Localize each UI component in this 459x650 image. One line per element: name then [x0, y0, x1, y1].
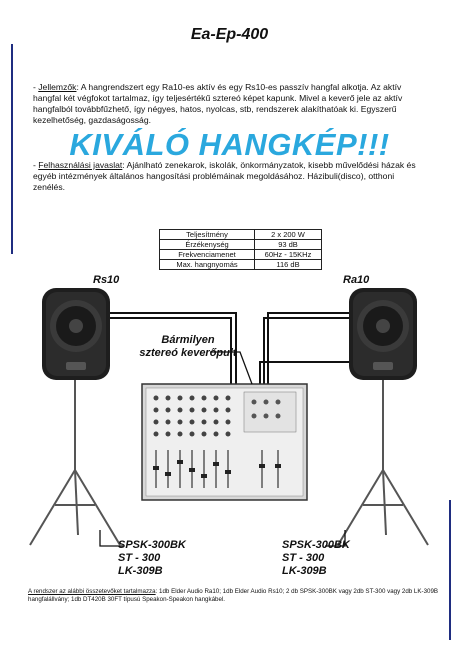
left-stand-models: [118, 539, 186, 578]
right-speaker-label: Ra10: [343, 274, 370, 286]
left-speaker-stand: [30, 380, 120, 545]
right-speaker-stand: [338, 380, 428, 545]
features-label: Jellemzők: [38, 82, 77, 92]
usage-paragraph: - Felhasználási javaslat: Ajánlható zenekarok, iskolák, önkormányzatok, kisebb művelődési házak és egyéb intézmények általános hangosítási problémáinak megoldásához. Házibuli(disco), otthoni zenélés.: [33, 160, 416, 192]
product-title: Ea-Ep-400: [190, 26, 269, 43]
mixer-label-line1: Bármilyen: [161, 334, 215, 346]
right-speaker: [349, 288, 417, 380]
mixer-label-line2: sztereó keverőpult: [139, 347, 237, 359]
stand-model-1: SPSK-300BK: [282, 539, 350, 551]
stand-model-2: ST - 300: [282, 552, 325, 564]
footer-note: [28, 588, 438, 604]
headline: KIVÁLÓ HANGKÉP!!!: [69, 127, 390, 162]
stand-model-3: LK-309B: [282, 565, 327, 577]
mixer-console: [142, 384, 307, 500]
spec-value: 2 x 200 W: [255, 230, 322, 240]
stand-model-2: ST - 300: [118, 552, 161, 564]
stand-model-1: SPSK-300BK: [118, 539, 186, 551]
usage-label: Felhasználási javaslat: [38, 160, 123, 170]
footer-text: : 1db Elder Audio Ra10; 1db Elder Audio Rs10; 2 db SPSK-300BK vagy 2db ST-300 vagy 2db LK-309B hangfalállvány; 1db DT420B 30FT típusú Speakon-Speakon hangkábel.: [28, 588, 439, 603]
spec-key: Frekvenciamenet: [160, 250, 255, 260]
left-speaker: [42, 288, 110, 380]
features-paragraph: - Jellemzők: A hangrendszert egy Ra10-es aktív és egy Rs10-es passzív hangfal alkotja. Az aktív hangfal két végfokot tartalmaz, így teljesértékű sztereó képet kapunk. Mivel a keverő jele az aktív hangfalból továbbfűzhető, így négyes, hatos, nyolcas, stb, rendszerek alakíthatóak ki. Egyszerű kezelhetőség, gazdaságosság.: [33, 82, 403, 125]
spec-value: 116 dB: [255, 260, 322, 270]
mixer-label: [118, 334, 258, 360]
spec-key: Érzékenység: [160, 240, 255, 250]
spec-key: Max. hangnyomás: [160, 260, 255, 270]
stand-model-3: LK-309B: [118, 565, 163, 577]
right-stand-models: [282, 539, 350, 578]
usage-text: : Ajánlható zenekarok, iskolák, önkormányzatok, kisebb művelődési házak és egyéb intézmények általános hangosítási problémáinak megoldásához. Házibuli(disco), otthoni zenélés.: [33, 160, 416, 192]
features-text: : A hangrendszert egy Ra10-es aktív és egy Rs10-es passzív hangfal alkotja. Az aktív hangfal két végfokot tartalmaz, így teljesértékű sztereó képet kapunk. Mivel a keverő jele az aktív hangfalból továbbfűzhető, így négyes, hatos, nyolcas, stb, rendszerek alakíthatóak ki. Egyszerű kezelhetőség, gazdaságosság.: [33, 82, 403, 125]
footer-label: A rendszer az alábbi összetevőket tartalmazza: [28, 588, 156, 595]
left-speaker-label: Rs10: [93, 274, 120, 286]
spec-value: 93 dB: [255, 240, 322, 250]
spec-value: 60Hz - 15KHz: [255, 250, 322, 260]
spec-key: Teljesítmény: [160, 230, 255, 240]
